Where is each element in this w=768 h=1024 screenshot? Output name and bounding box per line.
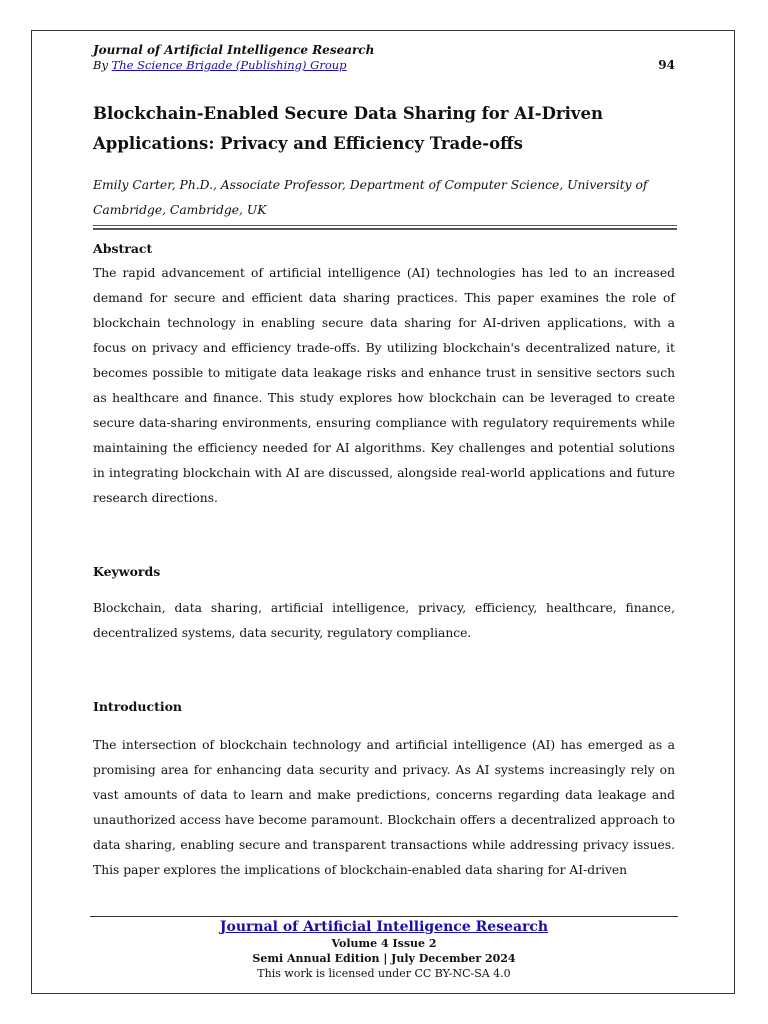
footer-volume: Volume 4 Issue 2 bbox=[331, 937, 437, 950]
publisher-link[interactable]: The Science Brigade (Publishing) Group bbox=[111, 58, 347, 72]
keywords-text: Blockchain, data sharing, artificial intelligence, privacy, efficiency, healthcare, finance, decentralized systems, data security, regulatory compliance. bbox=[93, 601, 675, 640]
running-header-journal: Journal of Artificial Intelligence Research bbox=[93, 43, 375, 57]
paper-title: Blockchain-Enabled Secure Data Sharing for AI-Driven Applications: Privacy and Efficiency Trade-offs bbox=[93, 104, 603, 153]
footer-divider bbox=[90, 916, 678, 917]
abstract-text: The rapid advancement of artificial intelligence (AI) technologies has led to an increased demand for secure and efficient data sharing practices. This paper examines the role of blockchain technology in enabling secure data sharing for AI-driven applications, with a focus on privacy and efficiency trade-offs. By utilizing blockchain's decentralized nature, it becomes possible to mitigate data leakage risks and enhance trust in sensitive sectors such as healthcare and finance. This study explores how blockchain can be leveraged to create secure data-sharing environments, ensuring compliance with regulatory requirements while maintaining the efficiency needed for AI algorithms. Key challenges and potential solutions in integrating blockchain with AI are discussed, alongside real-world applications and future research directions. bbox=[93, 266, 675, 505]
running-header-publisher bbox=[93, 58, 675, 72]
by-prefix: By bbox=[93, 58, 112, 72]
title-divider bbox=[93, 225, 677, 230]
introduction-text: The intersection of blockchain technology and artificial intelligence (AI) has emerged as a promising area for enhancing data security and privacy. As AI systems increasingly rely on vast amounts of data to learn and make predictions, concerns regarding data leakage and unauthorized access have become paramount. Blockchain offers a decentralized approach to data sharing, enabling secure and transparent transactions while addressing privacy issues. This paper explores the implications of blockchain-enabled data sharing for AI-driven bbox=[93, 738, 675, 877]
abstract-heading: Abstract bbox=[93, 241, 153, 256]
footer-journal-link[interactable]: Journal of Artificial Intelligence Research bbox=[219, 919, 549, 935]
footer-license: This work is licensed under CC BY-NC-SA 4.0 bbox=[257, 967, 511, 980]
author-affiliation: Emily Carter, Ph.D., Associate Professor, Department of Computer Science, University of Cambridge, Cambridge, UK bbox=[93, 178, 648, 217]
footer-edition: Semi Annual Edition | July December 2024 bbox=[252, 952, 516, 965]
page-number: 94 bbox=[658, 58, 675, 72]
page-footer bbox=[93, 918, 675, 981]
keywords-heading: Keywords bbox=[93, 564, 161, 579]
introduction-heading: Introduction bbox=[93, 699, 183, 714]
